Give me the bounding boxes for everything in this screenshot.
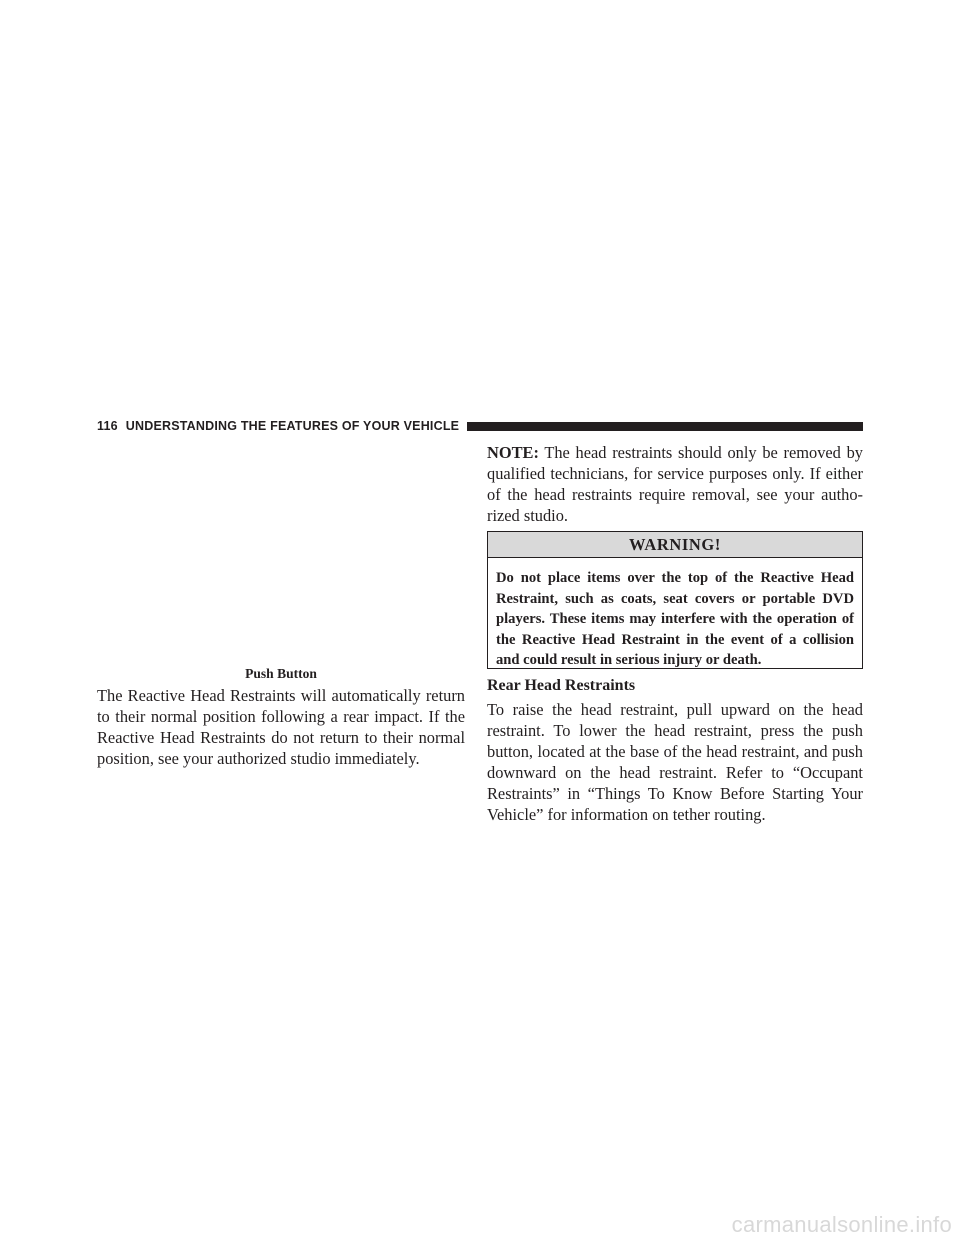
warning-title: WARNING! xyxy=(488,532,862,558)
figure-caption: Push Button xyxy=(245,666,317,681)
warning-body: Do not place items over the top of the Reactive Head Restraint, such as coats, seat covers or portable DVD players. These items may interfere with the operation of the Reactive Head Restraint in the event of a collision and could result in serious injury or death. xyxy=(496,570,854,669)
left-paragraph: The Reactive Head Restraints will automatically return to their normal position following a rear impact. If the Reactive Head Restraints do not return to their normal position, see your authorized studio immediately. xyxy=(97,686,465,768)
section-subheading: Rear Head Restraints xyxy=(487,677,636,694)
rear-head-restraints-paragraph: To raise the head restraint, pull upward on the head restraint. To lower the head restraint, press the push button, located at the base of the head restraint, and push downward on the head restraint. Refer to “Occupant Restraints” in “Things To Know Before Starting Your Vehicle” for information on tether routing. xyxy=(487,700,863,824)
note-label: NOTE: xyxy=(487,443,539,462)
note-paragraph xyxy=(487,442,863,526)
page-number: 116 xyxy=(97,419,118,433)
warning-box xyxy=(487,531,863,669)
header-rule xyxy=(467,422,863,431)
watermark: carmanualsonline.info xyxy=(731,1212,952,1237)
note-text: The head restraints should only be removed by qualified technicians, for service purposes only. If either of the head restraints require removal, see your autho-rized studio. xyxy=(487,443,863,525)
section-title: UNDERSTANDING THE FEATURES OF YOUR VEHICLE xyxy=(125,419,460,433)
page-header xyxy=(97,419,863,433)
